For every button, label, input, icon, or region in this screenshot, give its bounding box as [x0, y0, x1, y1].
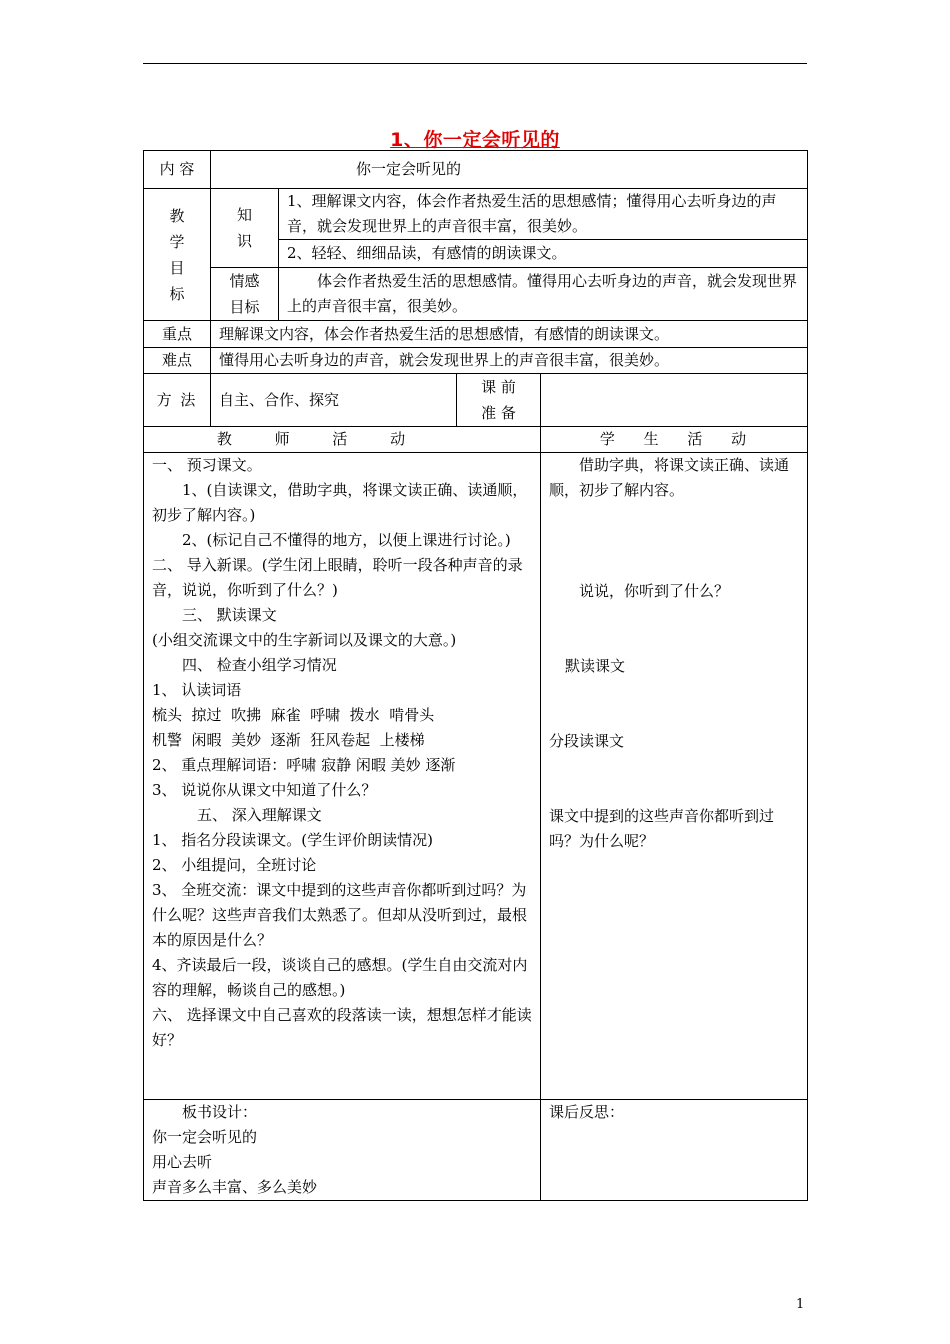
student-line: 分段读课文	[549, 732, 625, 750]
teacher-line: 1、 指名分段读课文。(学生评价朗读情况)	[152, 831, 434, 849]
goals-label: 教 学 目 标	[144, 189, 211, 321]
student-line: 借助字典，将课文读正确、读通顺，初步了解内容。	[549, 456, 790, 499]
student-activity	[541, 453, 808, 1100]
teacher-line: 1、(自读课文，借助字典，将课文读正确、读通顺，初步了解内容。)	[152, 481, 528, 524]
teacher-line: 2、 重点理解词语：呼啸 寂静 闲暇 美妙 逐渐	[152, 756, 456, 774]
teacher-line: 3、 全班交流：课文中提到的这些声音你都听到过吗？为什么呢？这些声音我们太熟悉了。但却从没听到过，最根本的原因是什么？	[152, 881, 528, 949]
teacher-line: 五、 深入理解课文	[197, 806, 322, 824]
difficulties-label: 难点	[144, 348, 211, 374]
method-row	[144, 374, 808, 427]
student-activity-header: 学 生 活 动	[541, 427, 808, 453]
student-line: 课文中提到的这些声音你都听到过吗？为什么呢？	[549, 807, 775, 850]
content-row	[144, 151, 808, 189]
teacher-activity	[144, 453, 541, 1100]
prep-label: 课 前 准 备	[457, 374, 541, 427]
difficulties-row	[144, 348, 808, 374]
teacher-line: 三、 默读课文	[182, 606, 277, 624]
knowledge-label: 知 识	[211, 189, 279, 268]
teacher-activity-header: 教 师 活 动	[144, 427, 541, 453]
knowledge-goal-1: 1、理解课文内容，体会作者热爱生活的思想感情；懂得用心去听身边的声音，就会发现世界上的声音很丰富，很美妙。	[279, 189, 808, 240]
activities-body-row	[144, 453, 808, 1100]
teacher-line: 四、 检查小组学习情况	[182, 656, 337, 674]
content-value: 你一定会听见的	[211, 151, 808, 189]
teacher-line: 一、 预习课文。	[152, 456, 262, 474]
prep-value	[541, 374, 808, 427]
teacher-line: 2、(标记自己不懂得的地方，以便上课进行讨论。)	[182, 531, 511, 549]
method-label: 方 法	[144, 374, 211, 427]
key-points-label: 重点	[144, 321, 211, 348]
page-number: 1	[796, 1297, 805, 1312]
difficulties-text: 懂得用心去听身边的声音，就会发现世界上的声音很丰富，很美妙。	[211, 348, 808, 374]
header-rule	[143, 63, 807, 64]
teacher-line: 4、齐读最后一段，谈谈自己的感想。(学生自由交流对内容的理解，畅谈自己的感想。)	[152, 956, 528, 999]
teacher-line: 2、 小组提问，全班讨论	[152, 856, 317, 874]
goals-emotion-row	[144, 268, 808, 321]
page-title: 1、你一定会听见的	[390, 129, 560, 151]
student-line: 说说，你听到了什么？	[579, 582, 730, 600]
lesson-plan-table	[143, 150, 808, 1201]
board-design-label: 板书设计：	[182, 1103, 258, 1121]
reflection	[541, 1100, 808, 1201]
student-line: 默读课文	[565, 657, 626, 675]
teacher-line: 3、 说说你从课文中知道了什么？	[152, 781, 377, 799]
content-label: 内 容	[144, 151, 211, 189]
key-points-row	[144, 321, 808, 348]
teacher-line: 二、 导入新课。(学生闭上眼睛，聆听一段各种声音的录音，说说，你听到了什么？)	[152, 556, 523, 599]
board-design-line: 用心去听	[152, 1153, 213, 1171]
key-points-text: 理解课文内容，体会作者热爱生活的思想感情，有感情的朗读课文。	[211, 321, 808, 348]
emotion-label: 情感 目标	[211, 268, 279, 321]
goals-knowledge-row-1	[144, 189, 808, 240]
activities-header-row	[144, 427, 808, 453]
emotion-goal: 体会作者热爱生活的思想感情。懂得用心去听身边的声音，就会发现世界上的声音很丰富，很美妙。	[279, 268, 808, 321]
teacher-line: 1、 认读词语	[152, 681, 242, 699]
teacher-line: 机警 闲暇 美妙 逐渐 狂风卷起 上楼梯	[152, 731, 425, 749]
board-reflection-row	[144, 1100, 808, 1201]
reflection-label: 课后反思：	[549, 1103, 625, 1121]
board-design-line: 声音多么丰富、多么美妙	[152, 1178, 318, 1196]
teacher-line: 梳头 掠过 吹拂 麻雀 呼啸 拨水 啃骨头	[152, 706, 435, 724]
knowledge-goal-2: 2、轻轻、细细品读，有感情的朗读课文。	[279, 240, 808, 268]
board-design	[144, 1100, 541, 1201]
board-design-line: 你一定会听见的	[152, 1128, 258, 1146]
teacher-line: 六、 选择课文中自己喜欢的段落读一读，想想怎样才能读好？	[152, 1006, 532, 1049]
teacher-line: (小组交流课文中的生字新词以及课文的大意。)	[152, 631, 457, 649]
method-text: 自主、合作、探究	[211, 374, 457, 427]
